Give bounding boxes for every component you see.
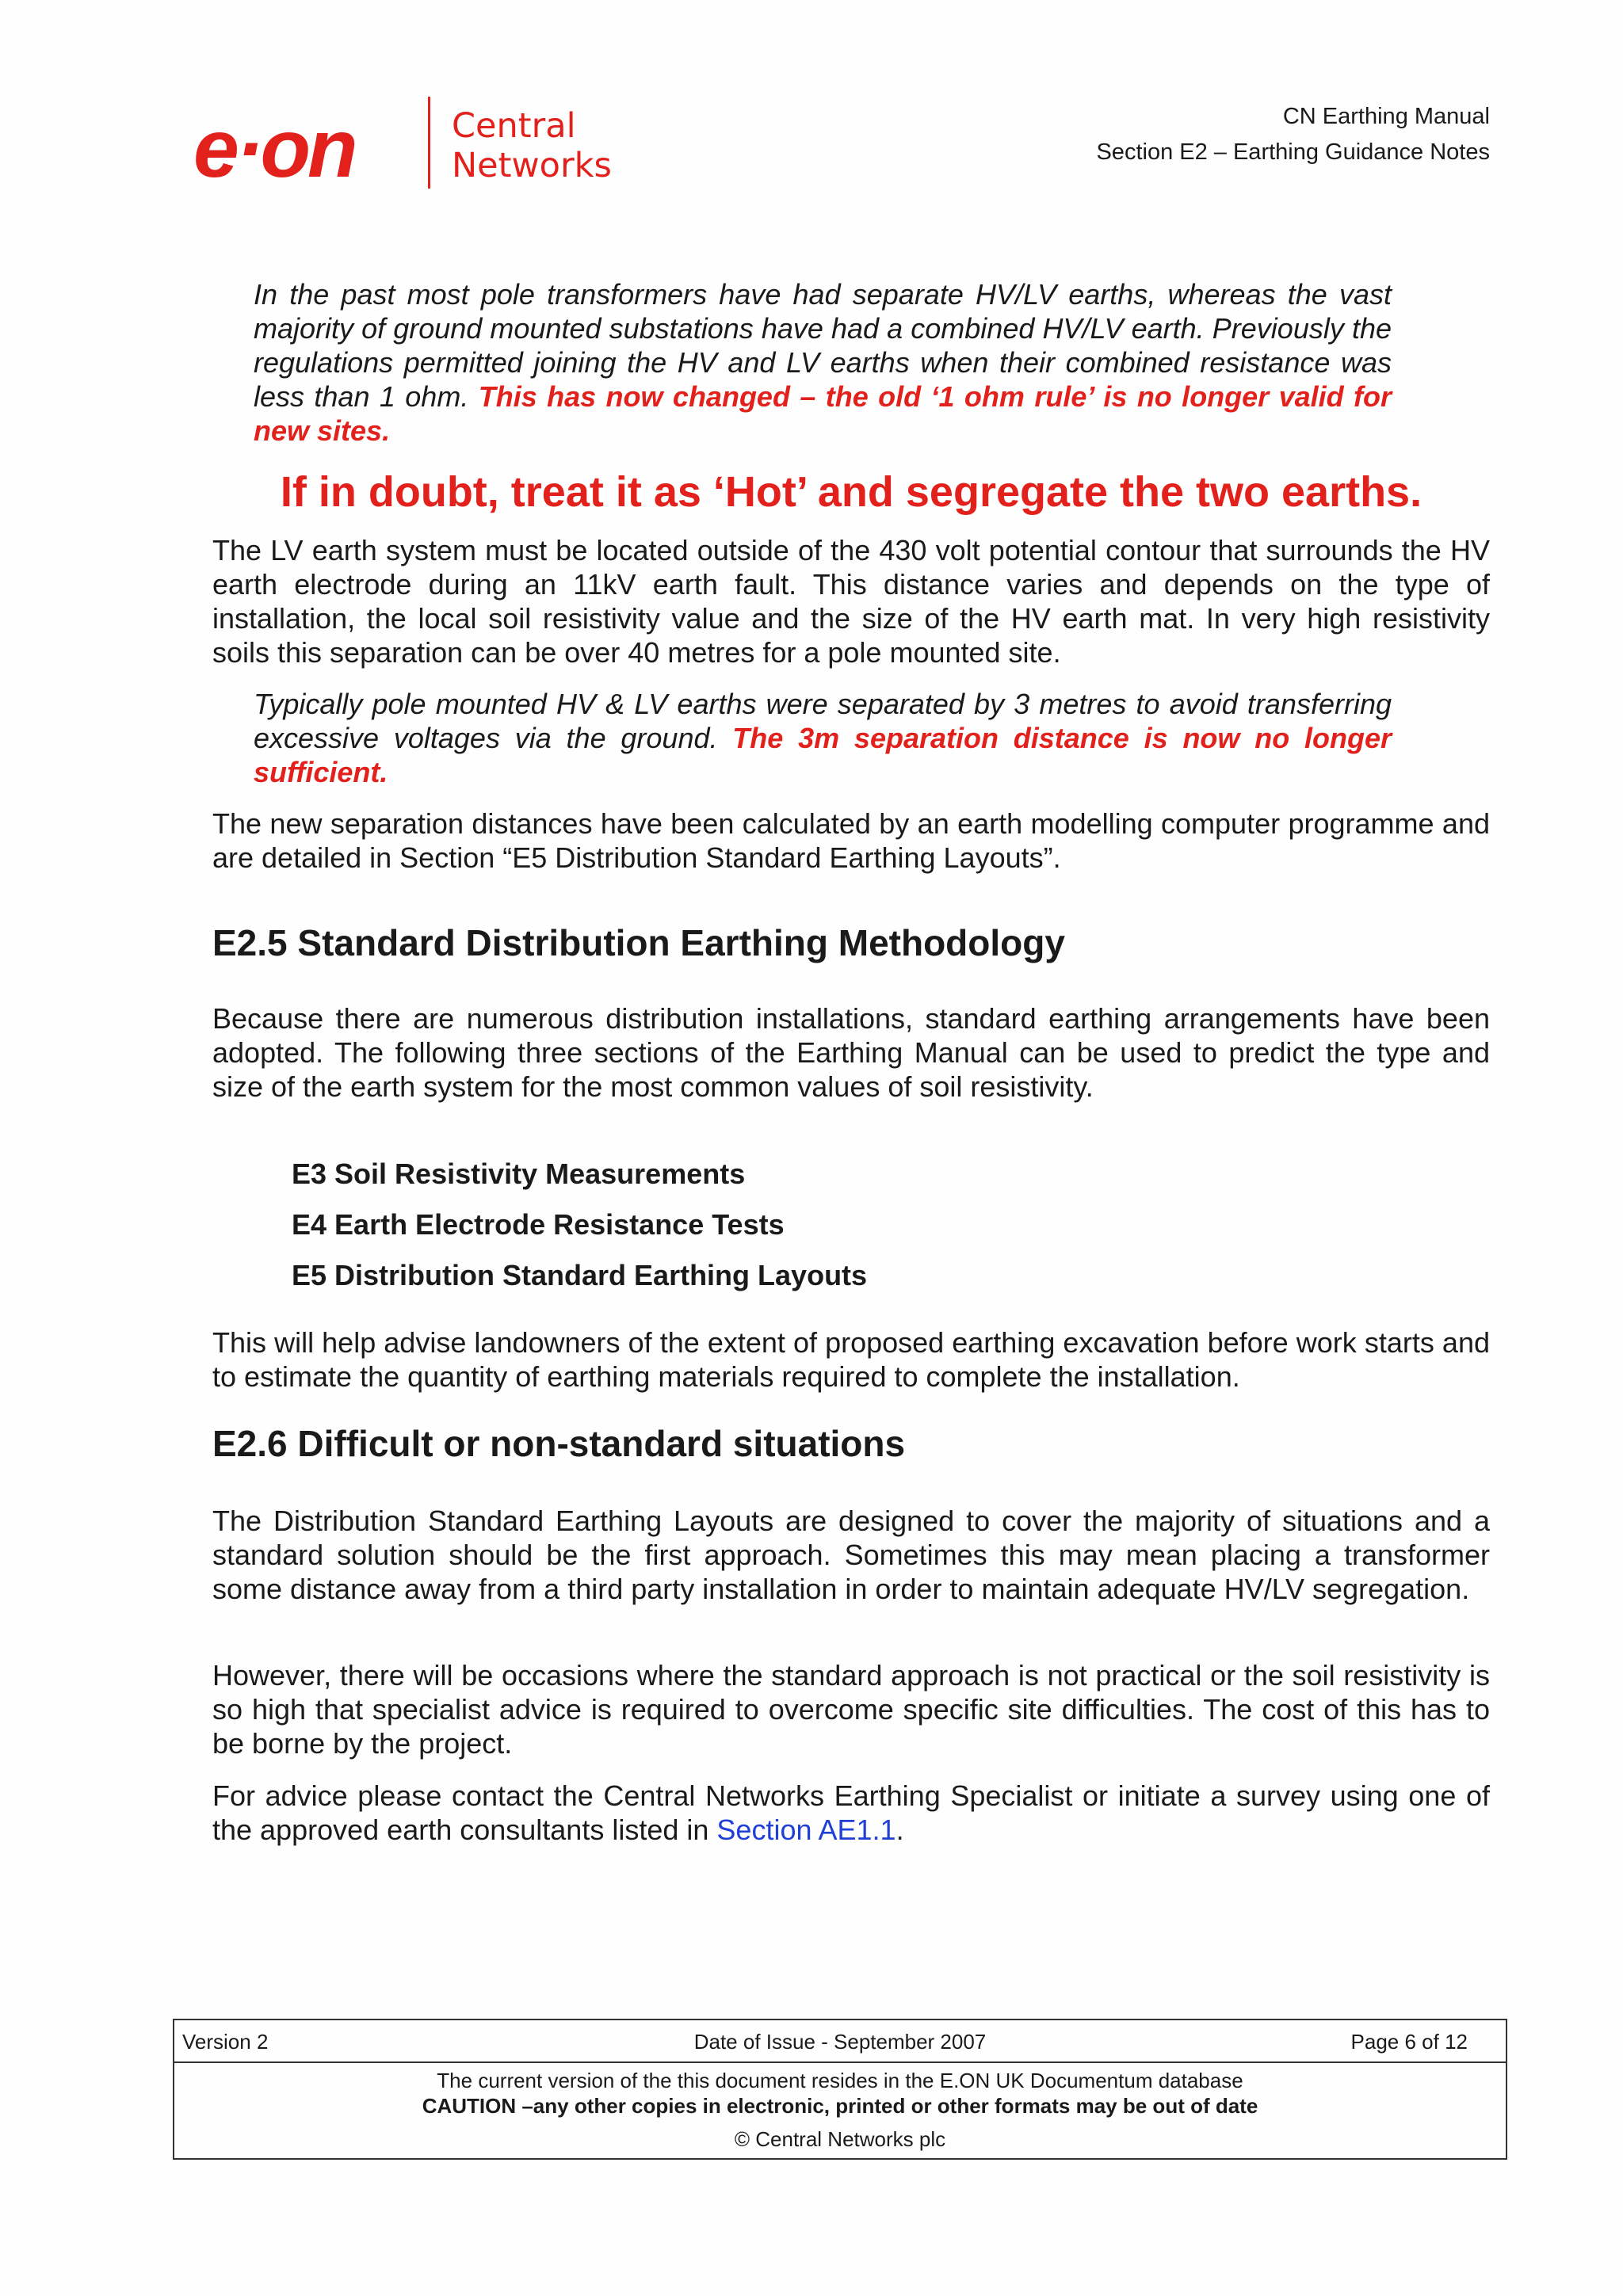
lv-earth-paragraph: The LV earth system must be located outside of the 430 volt potential contour that surrounds the HV earth electrode during an 11kV earth fault. This distance varies and depends on the type of installation, the local soil resistivity value and the size of the HV earth mat. In very high resistivity soils this separation can be over 40 metres for a pole mounted site. bbox=[212, 534, 1490, 669]
list-item: E4 Earth Electrode Resistance Tests bbox=[292, 1208, 785, 1241]
page-number: Page 6 of 12 bbox=[1350, 2030, 1468, 2054]
note-warning: This has now changed – the old ‘1 ohm rule’ is no longer valid for new sites. bbox=[254, 380, 1392, 447]
list-item: E3 Soil Resistivity Measurements bbox=[292, 1158, 746, 1190]
contact-end: . bbox=[896, 1814, 904, 1846]
specialist-paragraph: However, there will be occasions where the standard approach is not practical or the soil resistivity is so high that specialist advice is required to overcome specific site difficulties. The cost of this has to be borne by the project. bbox=[212, 1659, 1490, 1760]
separation-text: Typically pole mounted HV & LV earths were separated by 3 metres to avoid transferring excessive voltages via the ground. bbox=[254, 688, 1392, 754]
document-location-note: The current version of the this document resides in the E.ON UK Documentum database bbox=[437, 2069, 1243, 2092]
caution-note: CAUTION –any other copies in electronic, printed or other formats may be out of date bbox=[422, 2094, 1258, 2118]
non-standard-paragraph: The Distribution Standard Earthing Layouts are designed to cover the majority of situations and a standard solution should be the first approach. Sometimes this may mean placing a transformer some distance away from a third party installation in order to maintain adequate HV/LV segregation. bbox=[212, 1505, 1490, 1605]
methodology-paragraph: Because there are numerous distribution installations, standard earthing arrangements have been adopted. The following three sections of the Earthing Manual can be used to predict the type and size of the earth system for the most common values of soil resistivity. bbox=[212, 1002, 1490, 1103]
section-ae11-link[interactable]: Section AE1.1 bbox=[716, 1814, 896, 1846]
version-label: Version 2 bbox=[182, 2030, 269, 2054]
issue-date: Date of Issue - September 2007 bbox=[693, 2030, 987, 2054]
advice-paragraph: This will help advise landowners of the extent of proposed earthing excavation before work starts and to estimate the quantity of earthing materials required to complete the installation. bbox=[212, 1326, 1490, 1393]
contact-text: For advice please contact the Central Networks Earthing Specialist or initiate a survey using one of the approved earth consultants listed in bbox=[212, 1779, 1490, 1846]
doc-title: CN Earthing Manual bbox=[1282, 104, 1490, 129]
separation-distances-paragraph: The new separation distances have been calculated by an earth modelling computer programme and are detailed in Section “E5 Distribution Standard Earthing Layouts”. bbox=[212, 807, 1490, 874]
heading-e26: E2.6 Difficult or non-standard situations bbox=[212, 1423, 906, 1464]
hot-warning: If in doubt, treat it as ‘Hot’ and segregate the two earths. bbox=[280, 468, 1423, 516]
heading-e25: E2.5 Standard Distribution Earthing Methodology bbox=[212, 922, 1065, 963]
document-footer bbox=[173, 2019, 1507, 2160]
logo-subtitle bbox=[452, 106, 612, 185]
logo-divider bbox=[428, 97, 430, 189]
logo-line1: Central bbox=[452, 106, 576, 146]
eon-central-networks-logo bbox=[193, 97, 612, 195]
separation-warning: The 3m separation distance is now no longer sufficient. bbox=[254, 722, 1392, 788]
section-title: Section E2 – Earthing Guidance Notes bbox=[1096, 139, 1490, 165]
footer-info-row bbox=[174, 2020, 1506, 2063]
logo-brand: e·on bbox=[193, 103, 355, 195]
note-text: In the past most pole transformers have had separate HV/LV earths, whereas the vast majority of ground mounted substations have had a combined HV/LV earth. Previously the regulations permitted joining the HV and LV earths when their combined resistance was less than 1 ohm. bbox=[254, 278, 1392, 413]
pole-transformer-note bbox=[254, 277, 1392, 448]
contact-paragraph bbox=[212, 1779, 1490, 1847]
list-item: E5 Distribution Standard Earthing Layouts bbox=[292, 1259, 868, 1291]
copyright: © Central Networks plc bbox=[734, 2127, 946, 2151]
separation-note bbox=[254, 687, 1392, 789]
footer-notice bbox=[174, 2068, 1506, 2152]
logo-line2: Networks bbox=[452, 146, 612, 185]
document-header bbox=[1096, 99, 1490, 170]
